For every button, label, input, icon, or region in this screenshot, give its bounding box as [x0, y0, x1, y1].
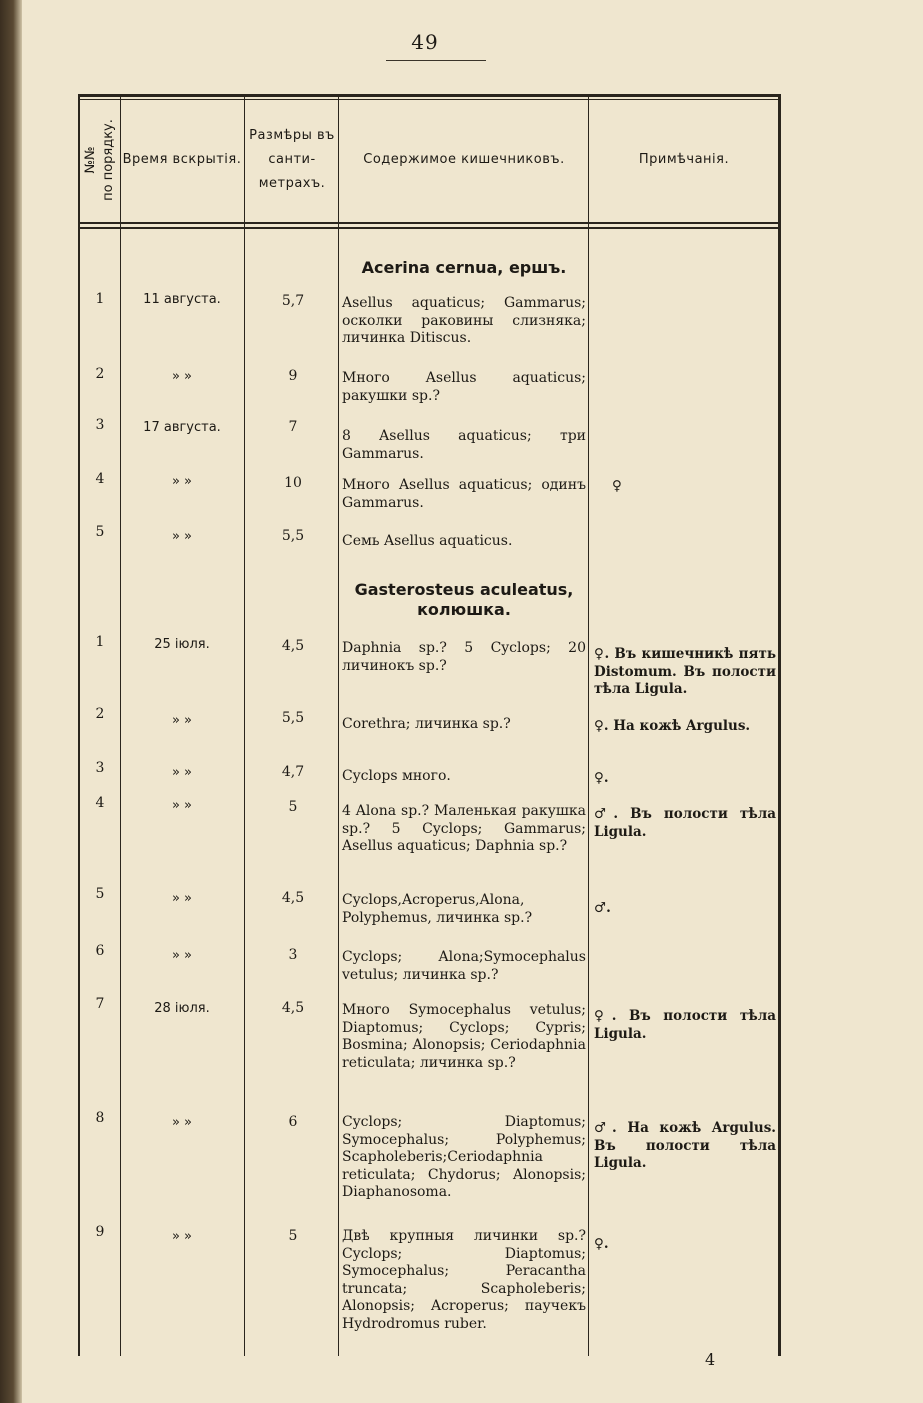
header-contents: Содержимое кишечниковъ.: [363, 152, 565, 167]
page-number-rule: [386, 60, 486, 61]
header-number-label: №№ по порядку.: [83, 119, 116, 201]
row-size: 5: [288, 1228, 298, 1244]
row-number: 7: [95, 996, 105, 1012]
row-contents: Семь Asellus aquaticus.: [342, 533, 513, 549]
section-title-acerina: Acerina cernua, ершъ.: [361, 258, 567, 277]
row-contents: Cyclops,Acroperus,Alona, Polyphemus, личинка sp.?: [342, 892, 533, 926]
row-number: 1: [95, 291, 105, 307]
row-date: » »: [171, 529, 193, 544]
row-number: 6: [95, 943, 105, 959]
row-size: 6: [288, 1114, 298, 1130]
row-size: 4,5: [281, 890, 305, 906]
row-date: 28 іюля.: [154, 1001, 210, 1016]
row-date: » »: [171, 798, 193, 813]
row-note: ♀.: [594, 770, 609, 786]
row-note: ♂. Въ полости тѣла Ligula.: [594, 806, 776, 840]
row-contents: 8 Asellus aquaticus; три Gammarus.: [342, 428, 586, 462]
row-date: » »: [171, 765, 193, 780]
header-time: Время вскрытія.: [122, 152, 242, 167]
row-number: 8: [95, 1110, 105, 1126]
row-size: 9: [288, 368, 298, 384]
row-note: ♀: [612, 478, 622, 494]
corner-number: 4: [705, 1350, 716, 1369]
row-size: 4,5: [281, 1000, 305, 1016]
row-contents: Двѣ крупныя личинки sp.? Cyclops; Diaptomus; Symocephalus; Peracantha truncata; Scapholeberis; Alonopsis; Acroperus; паучекъ Hydrodromus ruber.: [342, 1228, 586, 1332]
row-note: ♀. На кожѣ Argulus.: [594, 718, 751, 734]
row-date: 25 іюля.: [154, 637, 210, 652]
row-size: 5,5: [281, 710, 305, 726]
row-number: 2: [95, 706, 105, 722]
row-number: 9: [95, 1224, 105, 1240]
row-contents: Daphnia sp.? 5 Cyclops; 20 личинокъ sp.?: [342, 640, 586, 674]
row-number: 1: [95, 634, 105, 650]
row-date: » »: [171, 369, 193, 384]
row-note: ♀.: [594, 1236, 609, 1252]
row-date: 17 августа.: [143, 420, 221, 435]
row-date: » »: [171, 713, 193, 728]
row-size: 7: [288, 419, 298, 435]
row-contents: Много Symocephalus vetulus; Diaptomus; Cyclops; Cypris; Bosmina; Alonopsis; Ceriodaphnia reticulata; личинка sp.?: [342, 1002, 586, 1071]
row-date: » »: [171, 891, 193, 906]
row-contents: Cyclops; Diaptomus; Symocephalus; Polyphemus; Scapholeberis;Ceriodaphnia reticulata; Chydorus; Alonopsis; Diaphanosoma.: [342, 1114, 586, 1200]
row-size: 5: [288, 799, 298, 815]
row-size: 5,7: [281, 293, 305, 309]
row-number: 4: [95, 471, 105, 487]
row-size: 3: [288, 947, 298, 963]
row-contents: Corethra; личинка sp.?: [342, 716, 511, 732]
row-date: » »: [171, 948, 193, 963]
header-notes: Примѣчанія.: [638, 152, 730, 167]
row-number: 5: [95, 886, 105, 902]
row-note: ♀. Въ полости тѣла Ligula.: [594, 1008, 776, 1042]
row-date: » »: [171, 474, 193, 489]
row-contents: Cyclops много.: [342, 768, 451, 784]
row-date: » »: [171, 1115, 193, 1130]
page-number: 49: [411, 30, 439, 54]
row-note: ♂. На кожѣ Argulus. Въ полости тѣла Ligula.: [594, 1120, 776, 1171]
row-number: 3: [95, 417, 105, 433]
row-note: ♀. Въ кишечникѣ пять Distomum. Въ полости тѣла Ligula.: [594, 646, 776, 697]
book-spine: [0, 0, 22, 1403]
row-contents: Cyclops; Alona;Symocephalus vetulus; личинка sp.?: [342, 949, 586, 983]
header-number: [80, 100, 120, 220]
row-date: 11 августа.: [143, 292, 221, 307]
row-note: ♂.: [594, 900, 611, 916]
row-contents: 4 Alona sp.? Маленькая ракушка sp.? 5 Cyclops; Gammarus; Asellus aquaticus; Daphnia sp.?: [342, 803, 586, 854]
row-date: » »: [171, 1229, 193, 1244]
row-number: 4: [95, 795, 105, 811]
row-size: 4,5: [281, 638, 305, 654]
row-number: 5: [95, 524, 105, 540]
row-contents: Asellus aquaticus; Gammarus; осколки раковины слизняка; личинка Ditiscus.: [342, 295, 586, 346]
row-size: 10: [284, 475, 302, 491]
row-size: 5,5: [281, 528, 305, 544]
row-number: 3: [95, 760, 105, 776]
header-size: Размѣры въ санти- метрахъ.: [249, 128, 335, 191]
row-size: 4,7: [281, 764, 305, 780]
section-title-gasterosteus: Gasterosteus aculeatus, колюшка.: [354, 580, 574, 619]
row-contents: Много Asellus aquaticus; ракушки sp.?: [342, 370, 586, 404]
row-number: 2: [95, 366, 105, 382]
row-contents: Много Asellus aquaticus; одинъ Gammarus.: [342, 477, 586, 511]
